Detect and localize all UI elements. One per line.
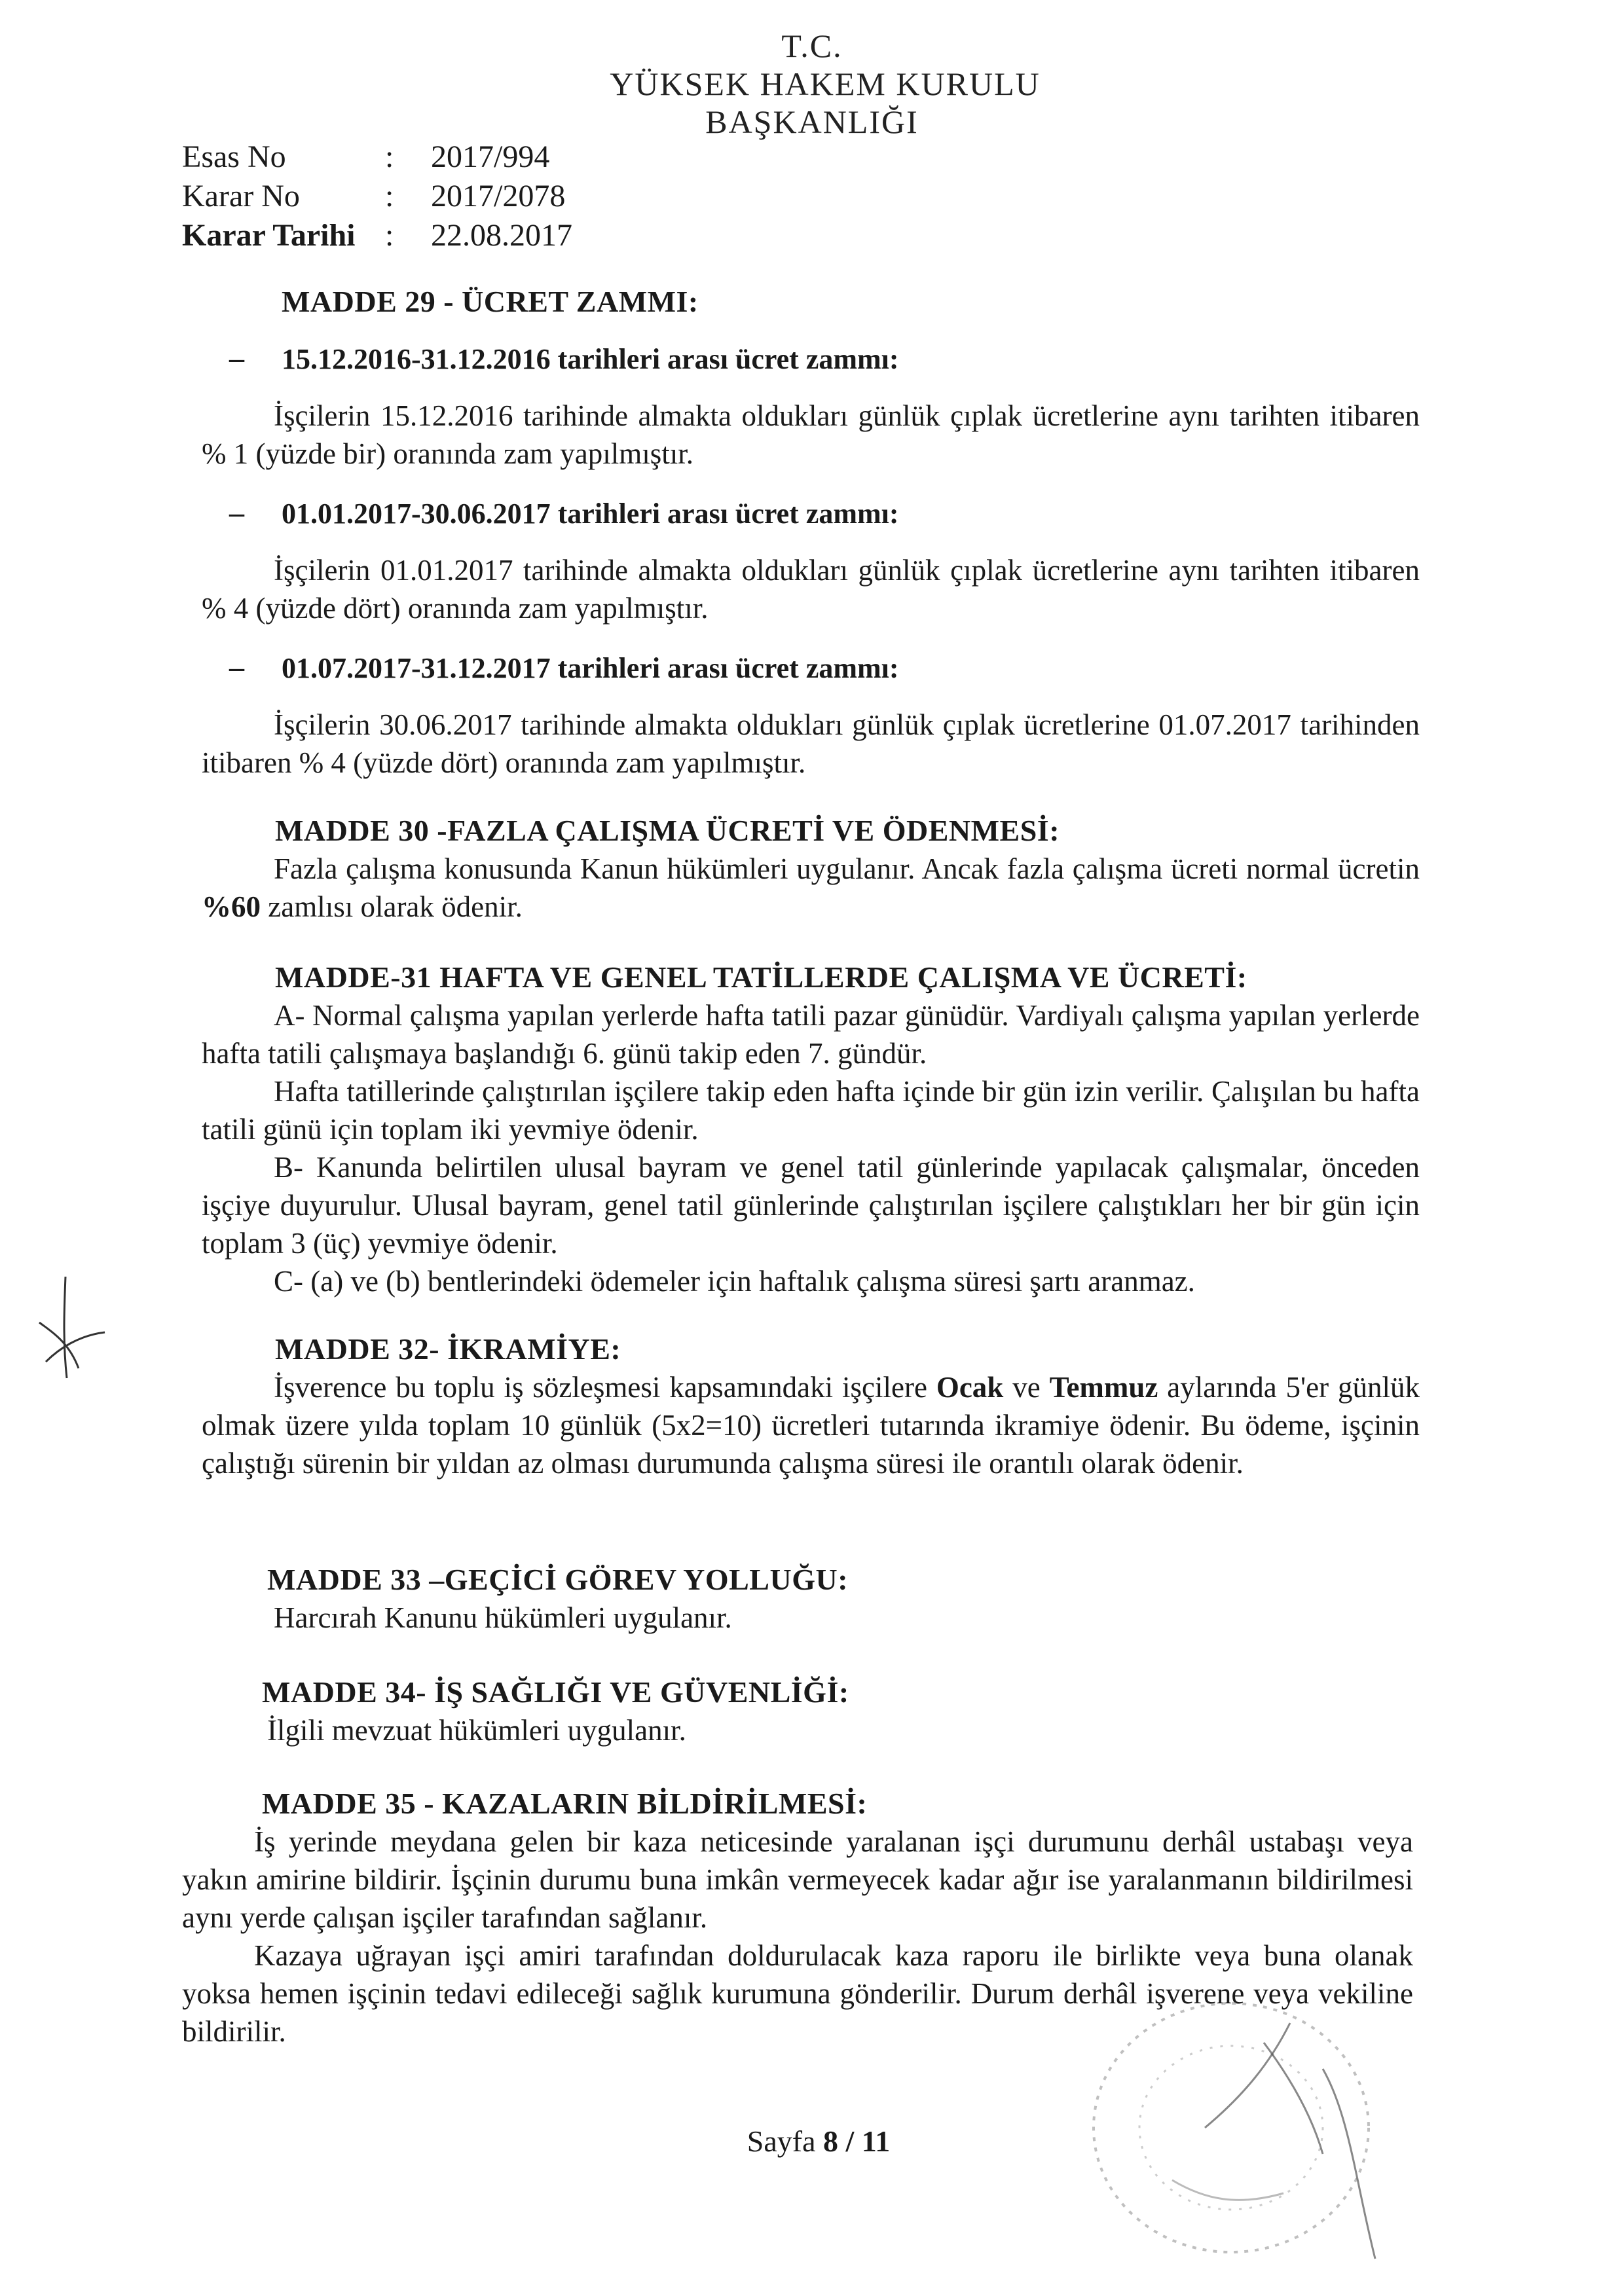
article-35-title: MADDE 35 - KAZALARIN BİLDİRİLMESİ: — [262, 1787, 868, 1820]
article-33-title: MADDE 33 –GEÇİCİ GÖREV YOLLUĞU: — [267, 1563, 849, 1596]
meta-row-esas — [182, 137, 572, 177]
page-prefix: Sayfa — [747, 2124, 823, 2158]
meta-separator: : — [385, 139, 394, 174]
header-institution: YÜKSEK HAKEM KURULU — [610, 65, 1041, 102]
header-country: T.C. — [781, 27, 843, 64]
month-temmuz: Temmuz — [1049, 1371, 1158, 1404]
text-span: İşverence bu toplu iş sözleşmesi kapsamındaki işçilere — [274, 1371, 936, 1404]
page-separator: / — [838, 2124, 862, 2158]
page-current: 8 — [823, 2124, 838, 2158]
article-32-text — [202, 1368, 1420, 1482]
paragraph: İşçilerin 01.01.2017 tarihinde almakta oldukları günlük çıplak ücretlerine aynı tarihten itibaren % 4 (yüzde dört) oranında zam yapılmıştır. — [202, 554, 1420, 625]
header-presidency: BAŞKANLIĞI — [705, 103, 919, 140]
paragraph-a2: Hafta tatillerinde çalıştırılan işçilere takip eden hafta içinde bir gün izin verilir. Çalışılan bu hafta tatili günü için toplam iki yevmiye ödenir. — [202, 1075, 1420, 1146]
meta-separator: : — [385, 218, 394, 253]
page-total: 11 — [861, 2124, 891, 2158]
article-31-text — [202, 996, 1420, 1300]
text-span: zamlısı olarak ödenir. — [261, 890, 523, 923]
meta-row-karar — [182, 177, 572, 216]
meta-label: Esas No — [182, 139, 286, 174]
article-29-period-2: 01.01.2017-30.06.2017 tarihleri arası ücret zammı: — [282, 498, 899, 530]
article-29-title: MADDE 29 - ÜCRET ZAMMI: — [282, 285, 699, 318]
month-ocak: Ocak — [936, 1371, 1004, 1404]
paragraph-b: B- Kanunda belirtilen ulusal bayram ve genel tatil günlerinde yapılacak çalışmalar, önceden işçiye duyurulur. Ulusal bayram, genel tatil günlerinde çalıştırılan işçilere çalıştıkları her bir gün için toplam 3 (üç) yevmiye ödenir. — [202, 1151, 1420, 1260]
list-dash: – — [229, 650, 244, 683]
paragraph-2: Kazaya uğrayan işçi amiri tarafından doldurulacak kaza raporu ile birlikte veya buna olanak yoksa hemen işçinin tedavi edileceği sağlık kurumuna gönderilir. Durum derhâl işverene veya vekiline bildirilir. — [182, 1939, 1413, 2048]
article-31-title: MADDE-31 HAFTA VE GENEL TATİLLERDE ÇALIŞMA VE ÜCRETİ: — [275, 960, 1247, 994]
handwritten-initial-icon — [33, 1270, 111, 1381]
meta-label: Karar No — [182, 179, 300, 213]
meta-row-tarih — [182, 216, 572, 255]
percentage: %60 — [202, 890, 261, 923]
paragraph-c: C- (a) ve (b) bentlerindeki ödemeler için haftalık çalışma süresi şartı aranmaz. — [274, 1265, 1195, 1298]
page-number — [655, 2124, 982, 2159]
article-30-text — [202, 850, 1420, 926]
list-dash: – — [229, 341, 244, 374]
meta-value: 2017/2078 — [431, 179, 566, 213]
meta-value: 2017/994 — [431, 139, 550, 174]
paragraph-1: İş yerinde meydana gelen bir kaza neticesinde yaralanan işçi durumunu derhâl ustabaşı veya yakın amirine bildirir. İşçinin durumu buna imkân vermeyecek kadar ağır ise yaralanmanın bildirilmesi aynı yerde çalışan işçiler tarafından sağlanır. — [182, 1825, 1413, 1934]
paragraph-a: A- Normal çalışma yapılan yerlerde hafta tatili pazar günüdür. Vardiyalı çalışma yapılan yerlerde hafta tatili çalışmaya başlandığı 6. günü takip eden 7. gündür. — [202, 999, 1420, 1070]
meta-label: Karar Tarihi — [182, 218, 356, 253]
paragraph — [202, 850, 1420, 926]
article-29-period-3-text — [202, 706, 1420, 782]
article-29-period-2-text — [202, 551, 1420, 627]
meta-separator: : — [385, 179, 394, 213]
article-29-period-1: 15.12.2016-31.12.2016 tarihleri arası ücret zammı: — [282, 343, 899, 375]
paragraph: İşçilerin 30.06.2017 tarihinde almakta oldukları günlük çıplak ücretlerine 01.07.2017 tarihinden itibaren % 4 (yüzde dört) oranında zam yapılmıştır. — [202, 708, 1420, 779]
list-dash: – — [229, 496, 244, 529]
text-span: aylarında 5'er günlük olmak üzere yılda toplam 10 günlük (5x2=10) ücretleri tutarında ikramiye ödenir. Bu ödeme, işçinin çalıştığı sürenin bir yıldan az olması durumunda çalışma süresi ile orantılı olarak ödenir. — [202, 1371, 1420, 1480]
paragraph: İşçilerin 15.12.2016 tarihinde almakta oldukları günlük çıplak ücretlerine aynı tarihten itibaren % 1 (yüzde bir) oranında zam yapılmıştır. — [202, 399, 1420, 470]
text-span: Fazla çalışma konusunda Kanun hükümleri uygulanır. Ancak fazla çalışma ücreti normal ücretin — [274, 852, 1420, 885]
article-30-title: MADDE 30 -FAZLA ÇALIŞMA ÜCRETİ VE ÖDENMESİ: — [275, 814, 1060, 847]
official-stamp-icon — [1074, 1984, 1414, 2272]
text-span: ve — [1003, 1371, 1050, 1404]
case-meta — [182, 137, 572, 255]
article-33-text: Harcırah Kanunu hükümleri uygulanır. — [274, 1601, 732, 1634]
meta-value: 22.08.2017 — [431, 218, 572, 253]
paragraph — [202, 1368, 1420, 1482]
article-34-title: MADDE 34- İŞ SAĞLIĞI VE GÜVENLİĞİ: — [262, 1675, 849, 1709]
article-32-title: MADDE 32- İKRAMİYE: — [275, 1332, 621, 1366]
article-29-period-1-text — [202, 397, 1420, 473]
article-34-text: İlgili mevzuat hükümleri uygulanır. — [267, 1714, 686, 1747]
article-29-period-3: 01.07.2017-31.12.2017 tarihleri arası ücret zammı: — [282, 652, 899, 684]
